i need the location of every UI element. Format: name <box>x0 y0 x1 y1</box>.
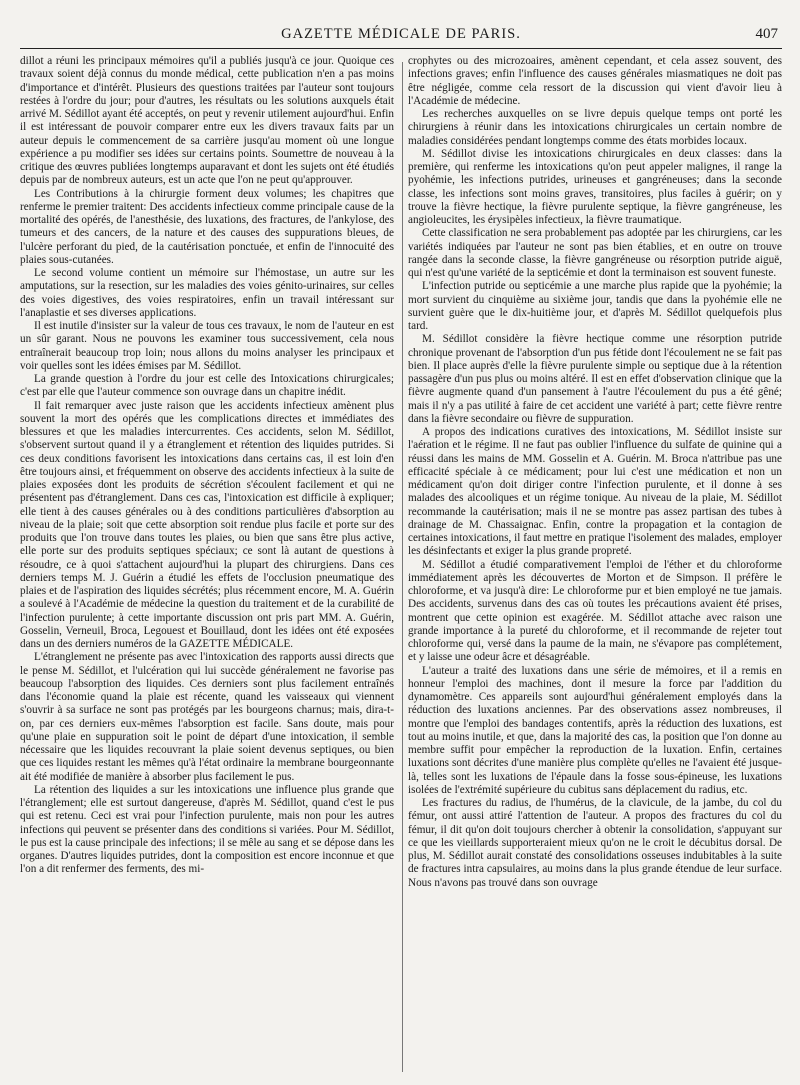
paragraph: L'infection putride ou septicémie a une marche plus rapide que la pyohémie; la mort survient du cinquième au sixième jour, tandis que dans la pyohémie elle ne survient guère que le dix-huitième jour, et d'après M. Sédillot quelquefois plus tard. <box>408 280 782 332</box>
paragraph: Cette classification ne sera probablement pas adoptée par les chirurgiens, car les variétés indiquées par l'auteur ne sont pas bien établies, et en outre on trouve rangée dans la seconde classe, la fièvre gangréneuse ou résorption putride aiguë, qui n'est qu'une variété de la septicémie et dont la terminaison est souvent funeste. <box>408 227 782 279</box>
page-number: 407 <box>755 26 778 42</box>
paragraph: L'étranglement ne présente pas avec l'intoxication des rapports aussi directs que le pense M. Sédillot, et l'ulcération qui lui succède généralement ne favorise pas beaucoup l'absorption des liquides. Ces derniers sont plus facilement entraînés dans l'économie quand la plaie est récente, quand les vaisseaux qui viennent s'ouvrir à sa surface ne sont pas protégés par les bourgeons charnus; mais, dira-t-on, par ces derniers eux-mêmes l'absorption est facile. Sans doute, mais pour qu'une plaie en suppuration soit le point de départ d'une intoxication, il semble nécessaire que les liquides recouvrant la plaie soient devenus septiques, ou bien que ces liquides restant les mêmes qu'à l'état ordinaire la membrane bourgeonnante ait été modifiée de manière à absorber plus facilement le pus. <box>20 651 394 783</box>
paragraph: Le second volume contient un mémoire sur l'hémostase, un autre sur les amputations, sur la resection, sur les maladies des voies génito-urinaires, sur celles des voies digestives, des voies respiratoires, enfin un travail intéressant sur l'anaplastie et ses diverses applications. <box>20 267 394 319</box>
paragraph: A propos des indications curatives des intoxications, M. Sédillot insiste sur l'aération et le régime. Il ne faut pas oublier l'influence du sulfate de quinine qui a réussi dans les mains de MM. Gosselin et A. Guérin. M. Broca n'attribue pas une efficacité spéciale à ce médicament; pour lui c'est une médication et non un médicament qu'on doit diriger contre l'infection purulente, et il donne à ses malades des alcooliques et un régime tonique. Au niveau de la plaie, M. Sédillot recommande la cautérisation; mais il ne se montre pas assez partisan des tubes à drainage de M. Chassaignac. Enfin, contre la propagation et la contagion de certaines intoxications, il faut mettre en pratique l'isolement des malades, employer les désinfectants et exiger la plus grande propreté. <box>408 426 782 558</box>
text-columns <box>20 55 782 1075</box>
paragraph: M. Sédillot considère la fièvre hectique comme une résorption putride chronique provenant de l'absorption d'un pus fétide dont l'écoulement ne se fait pas bien. Il place auprès d'elle la fièvre purulente simple ou septique due à la rétention passagère d'un pus plus ou moins altéré. Il est en effet d'observation clinique que la fièvre augmente quand d'un pansement à l'autre l'écoulement du pus a été gêné; mais il n'y a pas utilité à faire de cet accident une variété à part; cette fièvre rentre dans la fièvre secondaire ou fièvre de suppuration. <box>408 333 782 425</box>
paragraph: Les recherches auxquelles on se livre depuis quelque temps ont porté les chirurgiens à réunir dans les intoxications chirurgicales un certain nombre de maladies considérées pendant longtemps comme des états morbides locaux. <box>408 108 782 147</box>
right-column <box>408 55 782 1075</box>
paragraph: Il fait remarquer avec juste raison que les accidents infectieux amènent plus souvent la mort des opérés que les complications directes et immédiates des blessures et que les maladies intercurrentes. Ces accidents, selon M. Sédillot, s'observent surtout quand il y a étranglement et rétention des liquides putrides. Si ces deux conditions favorisent les intoxications dans certains cas, il est loin d'en être toujours ainsi, et fréquemment on observe des accidents infectieux à la suite de plaies exposées dont les produits de sécrétion s'écoulent facilement et qui ne présentent pas d'étranglement. Dans ces cas, l'intoxication est difficile à expliquer; elle tient à des causes générales ou à des conditions particulières d'absorption au niveau de la plaie; soit que cette absorption soit rendue plus facile et porte sur des produits que l'on trouve dans toutes les plaies, ou bien que sans être plus active, elle porte sur des produits septiques spéciaux; ce sont là autant de questions à résoudre, ce à quoi s'attachent aujourd'hui la plupart des chirurgiens. Dans ces derniers temps M. J. Guérin a étudié les effets de l'occlusion pneumatique des plaies et de l'aspiration des liquides sécrétés; plus récemment encore, M. A. Guérin a soulevé à l'Académie de médecine la question du traitement et de la curabilité de l'infection purulente; à cette importante discussion ont pris part MM. A. Guérin, Gosselin, Verneuil, Broca, Legouest et Bouillaud, dont les idées ont été exposées dans un des derniers numéros de la GAZETTE MÉDICALE. <box>20 399 394 650</box>
paragraph: crophytes ou des microzoaires, amènent cependant, et cela assez souvent, des infections graves; enfin l'influence des causes générales miasmatiques ne doit pas être négligée, comme cela ressort de la discussion qui vient d'avoir lieu à l'Académie de médecine. <box>408 55 782 107</box>
page-header <box>20 26 782 49</box>
paragraph: Les fractures du radius, de l'humérus, de la clavicule, de la jambe, du col du fémur, ont aussi attiré l'attention de l'auteur. A propos des fractures du col du fémur, il dit qu'on doit toujours chercher à obtenir la consolidation, s'appuyant sur ce que les vieillards supporteraient mieux qu'on ne le croit le décubitus dorsal. De plus, M. Sédillot aurait constaté des consolidations osseuses indubitables à la suite de fractures intra capsulaires, au moins dans la plus grande étendue de leur surface. Nous n'avons pas trouvé dans son ouvrage <box>408 797 782 889</box>
paragraph: Il est inutile d'insister sur la valeur de tous ces travaux, le nom de l'auteur en est un sûr garant. Nous ne pouvons les examiner tous successivement, cela nous entraînerait beaucoup trop loin; nous allons du moins analyser les principaux et voir quelles sont les idées émises par M. Sédillot. <box>20 320 394 372</box>
paragraph: La grande question à l'ordre du jour est celle des Intoxications chirurgicales; c'est par elle que l'auteur commence son ouvrage dans un chapitre inédit. <box>20 373 394 399</box>
paragraph: La rétention des liquides a sur les intoxications une influence plus grande que l'étranglement; elle est surtout dangereuse, d'après M. Sédillot, quand c'est le pus qui est retenu. Ceci est vrai pour l'infection purulente, mais non pour les autres infections qui peuvent se présenter dans des conditions si variées. Pour M. Sédillot, le pus est la cause principale des infections; il se mêle au sang et se dépose dans les organes. D'autres liquides putrides, dont la composition est encore inconnue et que l'on a dit renfermer des ferments, des mi- <box>20 783 394 876</box>
paragraph: M. Sédillot a étudié comparativement l'emploi de l'éther et du chloroforme immédiatement après les découvertes de Morton et de Simpson. Il préfère le chloroforme, et va jusqu'à dire: Le chloroforme pur et bien employé ne tue jamais. Des accidents, survenus dans des cas où toutes les précautions avaient été prises, montrent que cette opinion est exagérée. M. Sédillot attache avec raison une grande importance à la pureté du chloroforme, et il recommande de rejeter tout chloroforme qui, versé dans la paume de la main, ne s'évapore pas complétement, et y laisse une odeur âcre et désagréable. <box>408 558 782 664</box>
paragraph: M. Sédillot divise les intoxications chirurgicales en deux classes: dans la première, qui renferme les intoxications qu'on peut appeler malignes, il range la pyohémie, les infections putrides, urineuses et gangréneuses; dans la seconde classe, les infections sont moins graves, transitoires, plus faciles à guérir; on y trouve la fièvre hectique, la fièvre purulente septique, la fièvre gangréneuse, les angioleucites, les érysipèles infectieux, la fièvre traumatique. <box>408 147 782 226</box>
paragraph: L'auteur a traité des luxations dans une série de mémoires, et il a remis en honneur l'emploi des machines, dont il mesure la force par l'addition du dynamomètre. Ces appareils sont aujourd'hui généralement employés dans la réduction des luxations anciennes. Par des observations assez nombreuses, il montre que l'emploi des bandages contentifs, après la réduction des luxations, est tout au moins inutile, et que, dans la majorité des cas, la position que l'on donne au membre suffit pour empêcher la reproduction de la luxation. Enfin, certaines luxations sont décrites d'une manière plus complète qu'elles ne l'avaient été jusque-là, telles sont les luxations de l'épaule dans la fosse sous-épineuse, les luxations isolées de l'extrémité supérieure du cubitus sans déplacement du radius, etc. <box>408 664 782 796</box>
left-column <box>20 55 394 1075</box>
column-divider <box>402 62 403 1072</box>
journal-title: GAZETTE MÉDICALE DE PARIS. <box>281 26 521 42</box>
paragraph: dillot a réuni les principaux mémoires qu'il a publiés jusqu'à ce jour. Quoique ces travaux soient déjà connus du monde médical, cette publication n'en a pas moins d'importance et d'intérêt. Plusieurs des questions traitées par l'auteur sont toujours restées à l'ordre du jour; pour d'autres, les résultats ou les solutions auxquels était arrivé M. Sédillot ayant été acceptés, on peut y revenir utilement aujourd'hui. Enfin il est intéressant de pouvoir comparer entre eux les divers travaux faits par un auteur depuis le commencement de sa carrière jusqu'au moment où une longue expérience a pu modifier ses idées sur certains points. Soumettre de nouveau à la critique des œuvres publiées longtemps auparavant et dont les sujets ont été étudiés depuis par de nombreux auteurs, est un acte que l'on ne peut qu'approuver. <box>20 55 394 187</box>
paragraph: Les Contributions à la chirurgie forment deux volumes; les chapitres que renferme le premier traitent: Des accidents infectieux comme principale cause de la mortalité des opérés, de l'anesthésie, des luxations, des fractures, de l'ankylose, des tumeurs et des cancers, de la nature et des causes des suppurations bleues, de l'ulcère perforant du pied, de la cautérisation ponctuée, et enfin de l'innocuité des plaies sous-cutanées. <box>20 187 394 266</box>
